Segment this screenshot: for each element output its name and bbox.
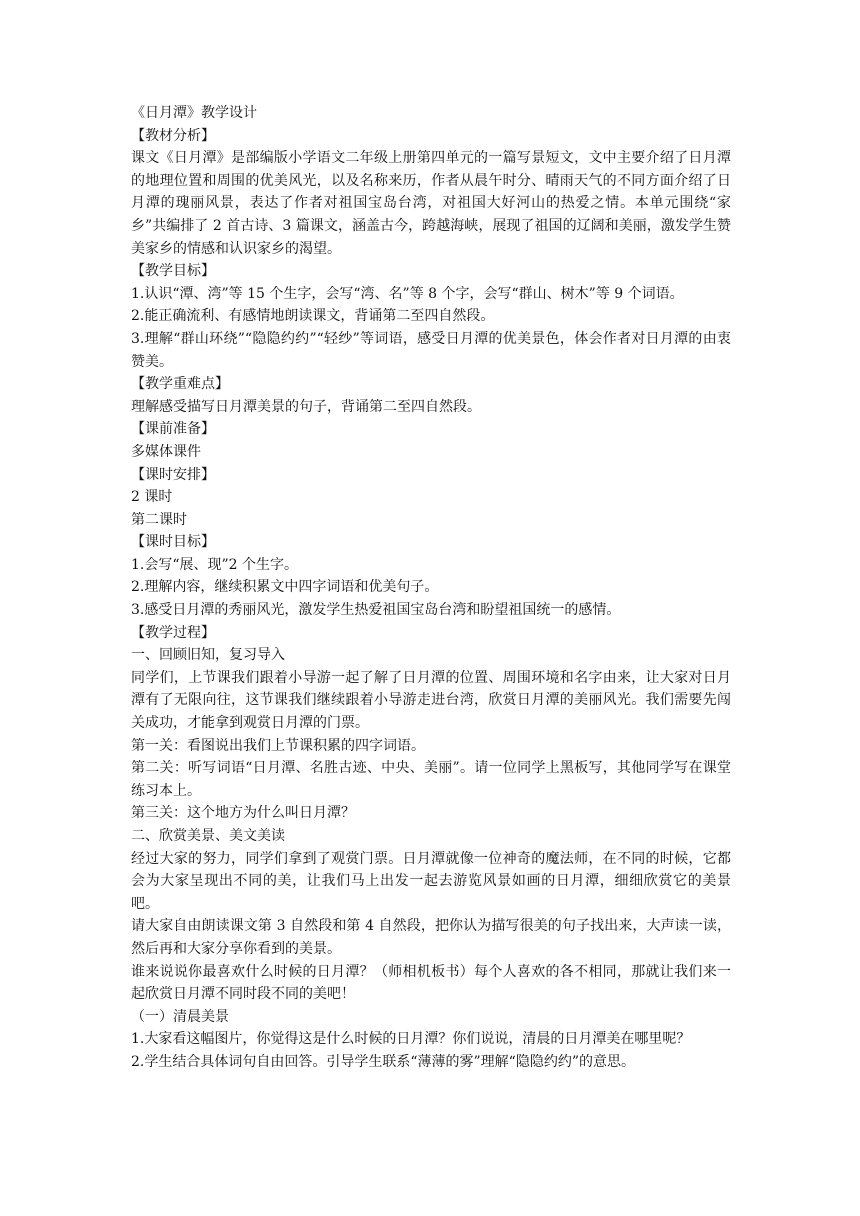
morning-item-1: 1.大家看这幅图片，你觉得这是什么时候的日月潭？你们说说，清晨的日月潭美在哪里呢？ bbox=[131, 1031, 691, 1048]
process-step-2-reading: 请大家自由朗读课文第 3 自然段和第 4 自然段，把你认为描写很美的句子找出来，大声读一读，然后再和大家分享你看到的美景。 bbox=[131, 918, 731, 957]
paragraph-schedule: 2 课时 bbox=[131, 489, 173, 506]
paragraph-key-points: 理解感受描写日月潭美景的句子，背诵第二至四自然段。 bbox=[131, 398, 481, 415]
paragraph-preparation: 多媒体课件 bbox=[131, 443, 201, 460]
section-heading-preparation: 【课前准备】 bbox=[131, 421, 215, 438]
lesson-goal-2: 2.理解内容，继续积累文中四字词语和优美句子。 bbox=[131, 579, 439, 596]
level-3: 第三关：这个地方为什么叫日月潭？ bbox=[131, 805, 355, 822]
process-step-2-intro: 经过大家的努力，同学们拿到了观赏门票。日月潭就像一位神奇的魔法师，在不同的时候，它都会为大家呈现出不同的美，让我们马上出发一起去游览风景如画的日月潭，细细欣赏它的美景吧。 bbox=[131, 850, 731, 912]
section-heading-schedule: 【课时安排】 bbox=[131, 466, 215, 483]
document-page bbox=[131, 102, 731, 1074]
section-heading-lesson-goals: 【课时目标】 bbox=[131, 534, 215, 551]
doc-title: 《日月潭》教学设计 bbox=[131, 105, 257, 121]
lesson-title: 第二课时 bbox=[131, 511, 187, 528]
process-step-1-heading: 一、回顾旧知，复习导入 bbox=[131, 647, 285, 664]
morning-item-2: 2.学生结合具体词句自由回答。引导学生联系“薄薄的雾”理解“隐隐约约”的意思。 bbox=[131, 1053, 635, 1070]
section-heading-key-points: 【教学重难点】 bbox=[131, 376, 229, 393]
paragraph-textbook-analysis: 课文《日月潭》是部编版小学语文二年级上册第四单元的一篇写景短文，文中主要介绍了日月潭的地理位置和周围的优美风光，以及名称来历，作者从晨午时分、晴雨天气的不同方面介绍了日月潭的瑰丽风景，表达了作者对祖国宝岛台湾，对祖国大好河山的热爱之情。本单元围绕“家乡”共编排了 2 首古诗、3 篇课文，涵盖古今，跨越海峡，展现了祖国的辽阔和美丽，激发学生赞美家乡的情感和认识家乡的渴望。 bbox=[131, 150, 731, 257]
section-heading-teaching-goals: 【教学目标】 bbox=[131, 263, 215, 280]
section-heading-textbook-analysis: 【教材分析】 bbox=[131, 127, 215, 144]
process-step-2-question: 谁来说说你最喜欢什么时候的日月潭？（师相机板书）每个人喜欢的各不相同，那就让我们来一起欣赏日月潭不同时段不同的美吧！ bbox=[131, 963, 731, 1003]
section-heading-process: 【教学过程】 bbox=[131, 624, 215, 641]
level-1: 第一关：看图说出我们上节课积累的四字词语。 bbox=[131, 737, 425, 754]
goal-item-3: 3.理解“群山环绕”“隐隐约约”“轻纱”等词语，感受日月潭的优美景色，体会作者对日月潭的由衷赞美。 bbox=[131, 330, 731, 370]
lesson-goal-3: 3.感受日月潭的秀丽风光，激发学生热爱祖国宝岛台湾和盼望祖国统一的感情。 bbox=[131, 602, 621, 619]
process-step-2-heading: 二、欣赏美景、美文美读 bbox=[131, 828, 285, 844]
goal-item-2: 2.能正确流利、有感情地朗读课文，背诵第二至四自然段。 bbox=[131, 308, 495, 325]
goal-item-1: 1.认识“潭、湾”等 15 个生字，会写“湾、名”等 8 个字，会写“群山、树木”等 9 个词语。 bbox=[131, 285, 684, 302]
process-step-1-intro: 同学们，上节课我们跟着小导游一起了解了日月潭的位置、周围环境和名字由来，让大家对日月潭有了无限向往，这节课我们继续跟着小导游走进台湾，欣赏日月潭的美丽风光。我们需要先闯关成功，才能拿到观赏日月潭的门票。 bbox=[131, 669, 731, 732]
subsection-morning: （一）清晨美景 bbox=[131, 1008, 229, 1025]
level-2: 第二关：听写词语“日月潭、名胜古迹、中央、美丽”。请一位同学上黑板写，其他同学写在课堂练习本上。 bbox=[131, 760, 731, 799]
lesson-goal-1: 1.会写“展、现”2 个生字。 bbox=[131, 556, 299, 573]
